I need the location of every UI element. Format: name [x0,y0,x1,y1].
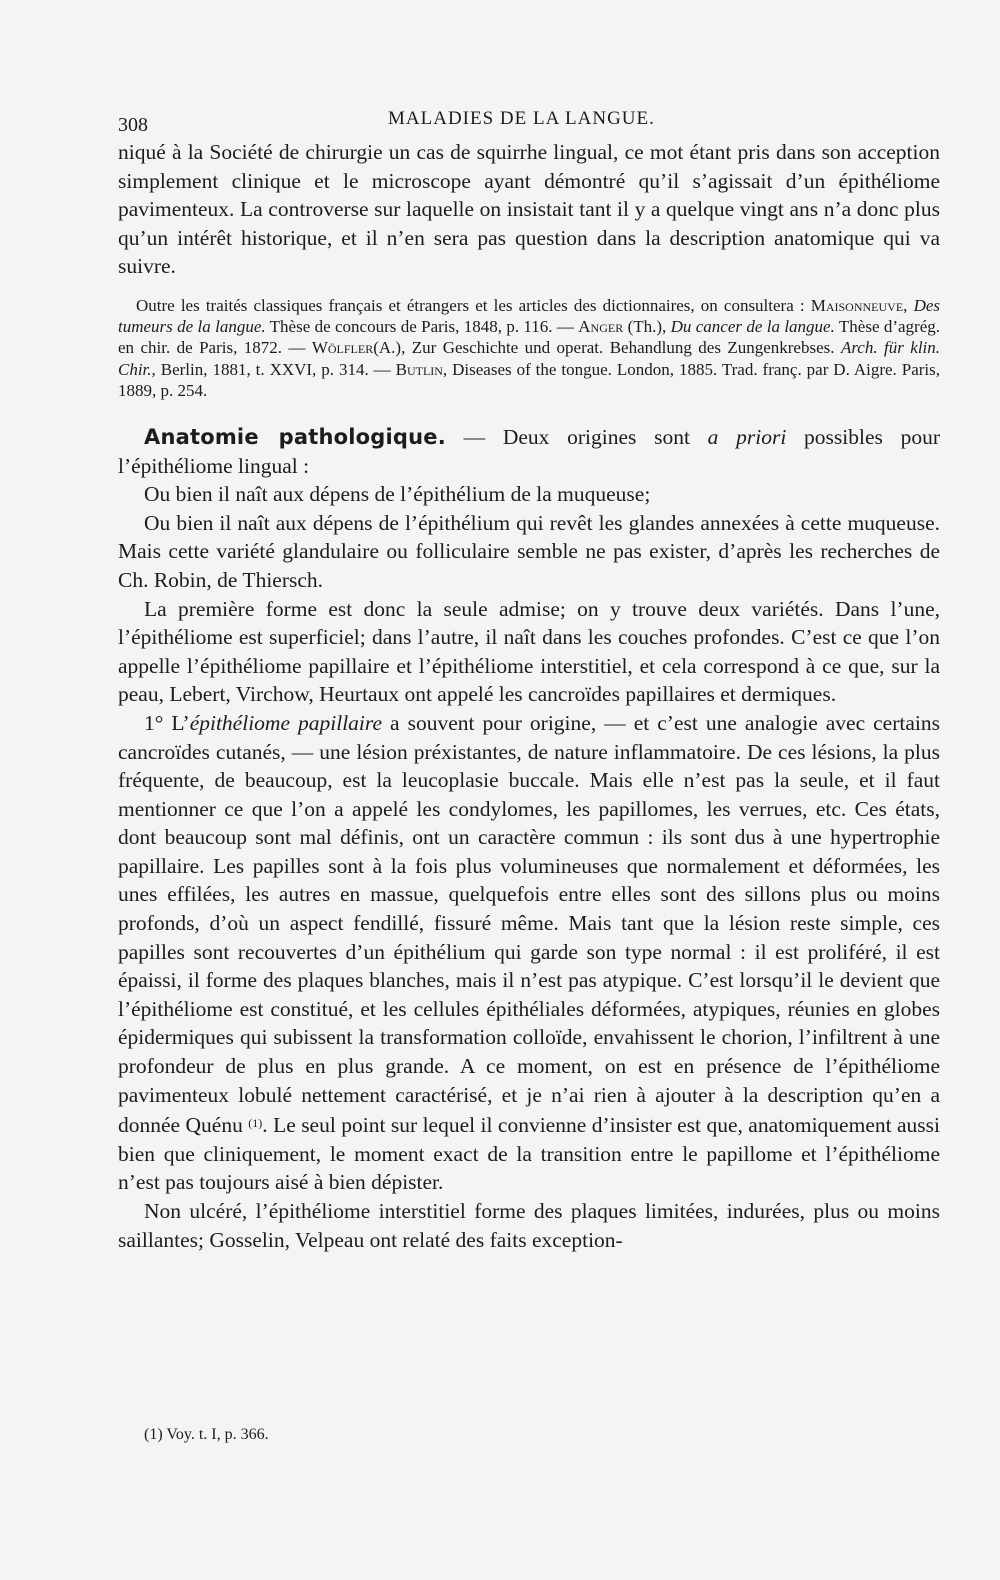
section-lead-italic: a priori [707,424,787,449]
ref-detail: (Th.), [627,317,667,337]
section-lead [118,423,940,480]
page-number: 308 [118,114,148,136]
ref-author: Butlin, [395,359,448,379]
ref-title: Du cancer de la langue. [670,317,835,337]
paragraph: Ou bien il naît aux dépens de l’épithélium de la muqueuse; [144,482,651,507]
ref-author: Wölfler [311,338,374,358]
ref-detail: Berlin, 1881, t. XXVI, p. 314. — [160,359,391,379]
ref-title: Des tumeurs de la langue. [118,295,941,337]
paragraph-italic-term: épithéliome papillaire [189,710,383,735]
paragraph-lead: 1° L’ [144,710,190,735]
paragraph-papillary [118,709,940,1197]
paragraph: Ou bien il naît aux dépens de l’épithélium qui revêt les glandes annexées à cette muqueuse. Mais cette variété glandulaire ou folliculaire semble ne pas exister, d’après les recherches de Ch. Robin, de Thiersch. [118,510,940,592]
section-heading: Anatomie pathologique. [144,424,446,449]
running-title: MALADIES DE LA LANGUE. [388,108,655,129]
page-header [118,108,940,138]
bibliography-note [118,295,940,401]
ref-detail: Diseases of the tongue. London, 1885. Trad. franç. par D. Aigre. Paris, 1889, p. 254. [118,359,940,400]
ref-intro: Outre les traités classiques français et étrangers et les articles des dictionnaires, on consultera : [136,295,805,315]
section-lead-text: possibles pour l’épithéliome lingual : [118,424,941,478]
ref-detail: (A.), Zur Geschichte und operat. Behandlung des Zungenkrebses. [373,338,835,358]
footnote-mark: (1) [144,1426,163,1443]
ref-detail: Thèse de concours de Paris, 1848, p. 116. — [269,317,574,337]
ref-detail: Thèse d’agrég. en chir. de Paris, 1872. — [118,317,941,358]
footnote-text: Voy. t. I, p. 366. [166,1426,269,1443]
intro-paragraph: niqué à la Société de chirurgie un cas de squirrhe lingual, ce mot étant pris dans son acception simplement clinique et le microscope ayant démontré qu’il s’agissait d’un épithéliome pavimenteux. La controverse sur laquelle on insistait tant il y a quelque vingt ans n’a donc plus qu’un intérêt historique, et il n’en sera pas question dans la description anatomique qui va suivre. [118,140,940,279]
paragraph: Non ulcéré, l’épithéliome interstitiel forme des plaques limitées, indurées, plus ou moins saillantes; Gosselin, Velpeau ont relaté des faits exception- [118,1199,940,1252]
paragraph-text: a souvent pour origine, — et c’est une analogie avec certains cancroïdes cutanés, — une lésion préxistantes, de nature inflammatoire. De ces lésions, la plus fréquente, de beaucoup, est la leucoplasie buccale. Mais elle n’est pas la seule, et il faut mentionner ce que l’on a appelé les condylomes, les papillomes, les verrues, etc. Ces états, dont beaucoup sont mal définis, ont un caractère commun : ils sont dus à une hypertrophie papillaire. Les papilles sont à la fois plus volumineuses que normalement et déformées, les unes effilées, les autres en massue, quelquefois entre elles sont des sillons plus ou moins profonds, d’où un aspect fendillé, fissuré même. Mais tant que la lésion reste simple, ces papilles sont recouvertes d’un épithélium qui garde son type normal : il est proliféré, il est épaissi, il forme des plaques blanches, mais il n’est pas atypique. C’est lorsqu’il le devient que l’épithéliome est constitué, et les cellules épithéliales déformées, atypiques, réunies en globes épidermiques qui subissent la transformation colloïde, envahissent le chorion, l’infiltrent à une profondeur de plus en plus grande. A ce moment, on est en présence de l’épithéliome pavimenteux lobulé nettement caractérisé, et je n’ai rien à ajouter à la description qu’en a donnée Quénu [118,710,940,1138]
footnote [144,1426,269,1444]
paragraph: La première forme est donc la seule admise; on y trouve deux variétés. Dans l’une, l’épithéliome est superficiel; dans l’autre, il naît dans les couches profondes. C’est ce que l’on appelle l’épithéliome papillaire et l’épithéliome interstitiel, et cela correspond à ce que, sur la peau, Lebert, Virchow, Heurtaux ont appelé les cancroïdes papillaires et dermiques. [118,596,940,707]
section-lead-text: — Deux origines sont [463,424,690,449]
footnote-reference[interactable]: (1) [248,1116,263,1131]
ref-author: Anger [578,317,624,337]
page-body [118,138,940,1254]
ref-author: Maisonneuve, [810,295,908,315]
ref-journal: Arch. für klin. Chir., [118,338,941,379]
paragraph-text: . Le seul point sur lequel il convienne d’insister est que, anatomiquement aussi bien que cliniquement, le moment exact de la transition entre le papillome et l’épithéliome n’est pas toujours aisé à bien dépister. [118,1113,941,1195]
